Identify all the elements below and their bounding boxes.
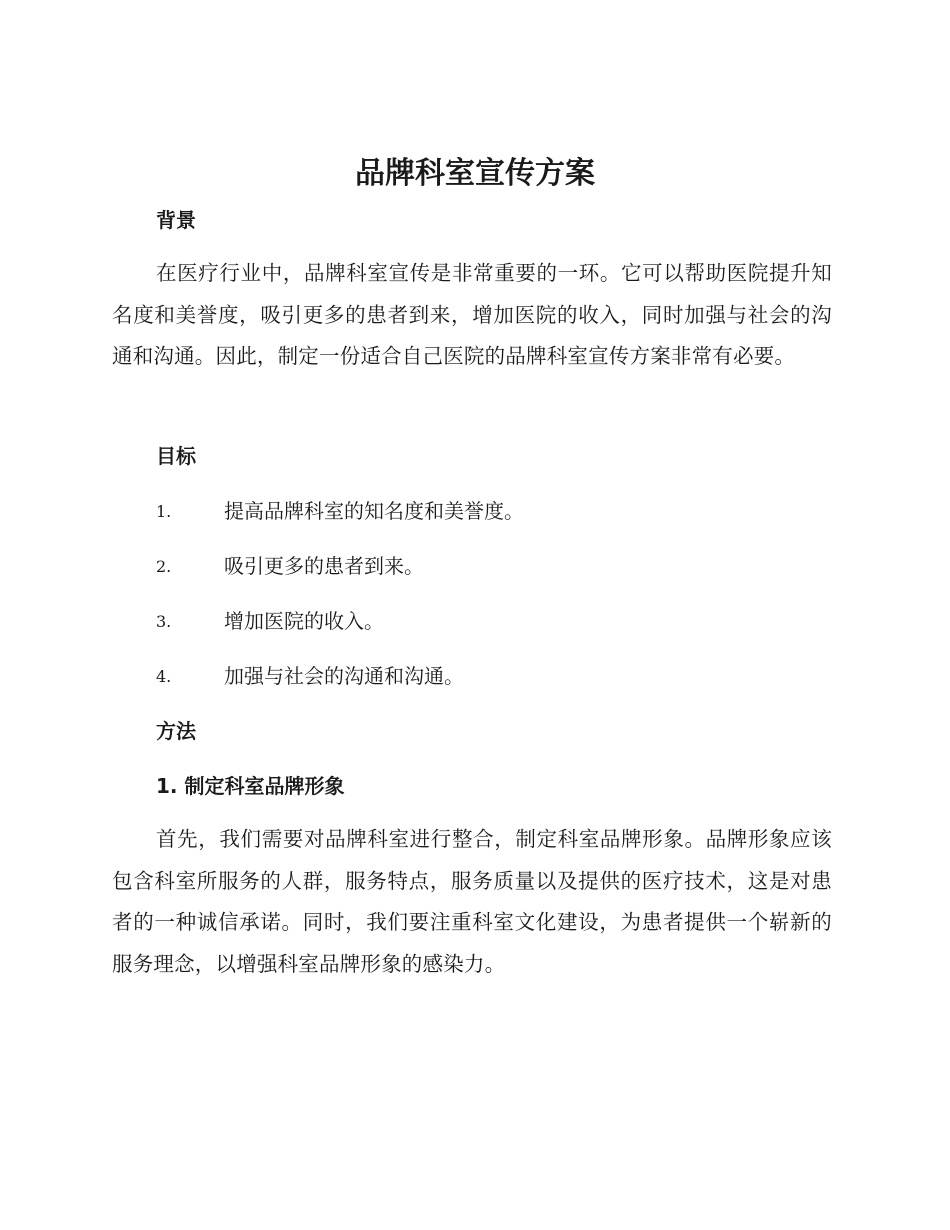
list-item-text: 提高品牌科室的知名度和美誉度。 (224, 499, 524, 523)
methods-subheading: 1. 制定科室品牌形象 (156, 774, 345, 798)
list-item-number: 3. (156, 612, 172, 631)
list-item (156, 552, 836, 607)
methods-paragraph: 首先，我们需要对品牌科室进行整合，制定科室品牌形象。品牌形象应该包含科室所服务的人群，服务特点，服务质量以及提供的医疗技术，这是对患者的一种诚信承诺。同时，我们要注重科室文化建设，为患者提供一个崭新的服务理念，以增强科室品牌形象的感染力。 (112, 827, 832, 976)
section-heading-methods: 方法 (156, 719, 196, 743)
section-heading-goals: 目标 (156, 444, 196, 468)
document-title: 品牌科室宣传方案 (355, 156, 595, 191)
list-item (156, 497, 836, 552)
goals-list (156, 497, 836, 717)
list-item-number: 1. (156, 502, 172, 521)
section-heading-background: 背景 (156, 208, 196, 232)
list-item-text: 吸引更多的患者到来。 (224, 554, 424, 578)
list-item (156, 607, 836, 662)
list-item-text: 加强与社会的沟通和沟通。 (224, 664, 464, 688)
list-item (156, 662, 836, 717)
list-item-text: 增加医院的收入。 (224, 609, 384, 633)
list-item-number: 2. (156, 557, 172, 576)
list-item-number: 4. (156, 667, 172, 686)
background-paragraph: 在医疗行业中，品牌科室宣传是非常重要的一环。它可以帮助医院提升知名度和美誉度，吸引更多的患者到来，增加医院的收入，同时加强与社会的沟通和沟通。因此，制定一份适合自己医院的品牌科室宣传方案非常有必要。 (112, 261, 832, 368)
